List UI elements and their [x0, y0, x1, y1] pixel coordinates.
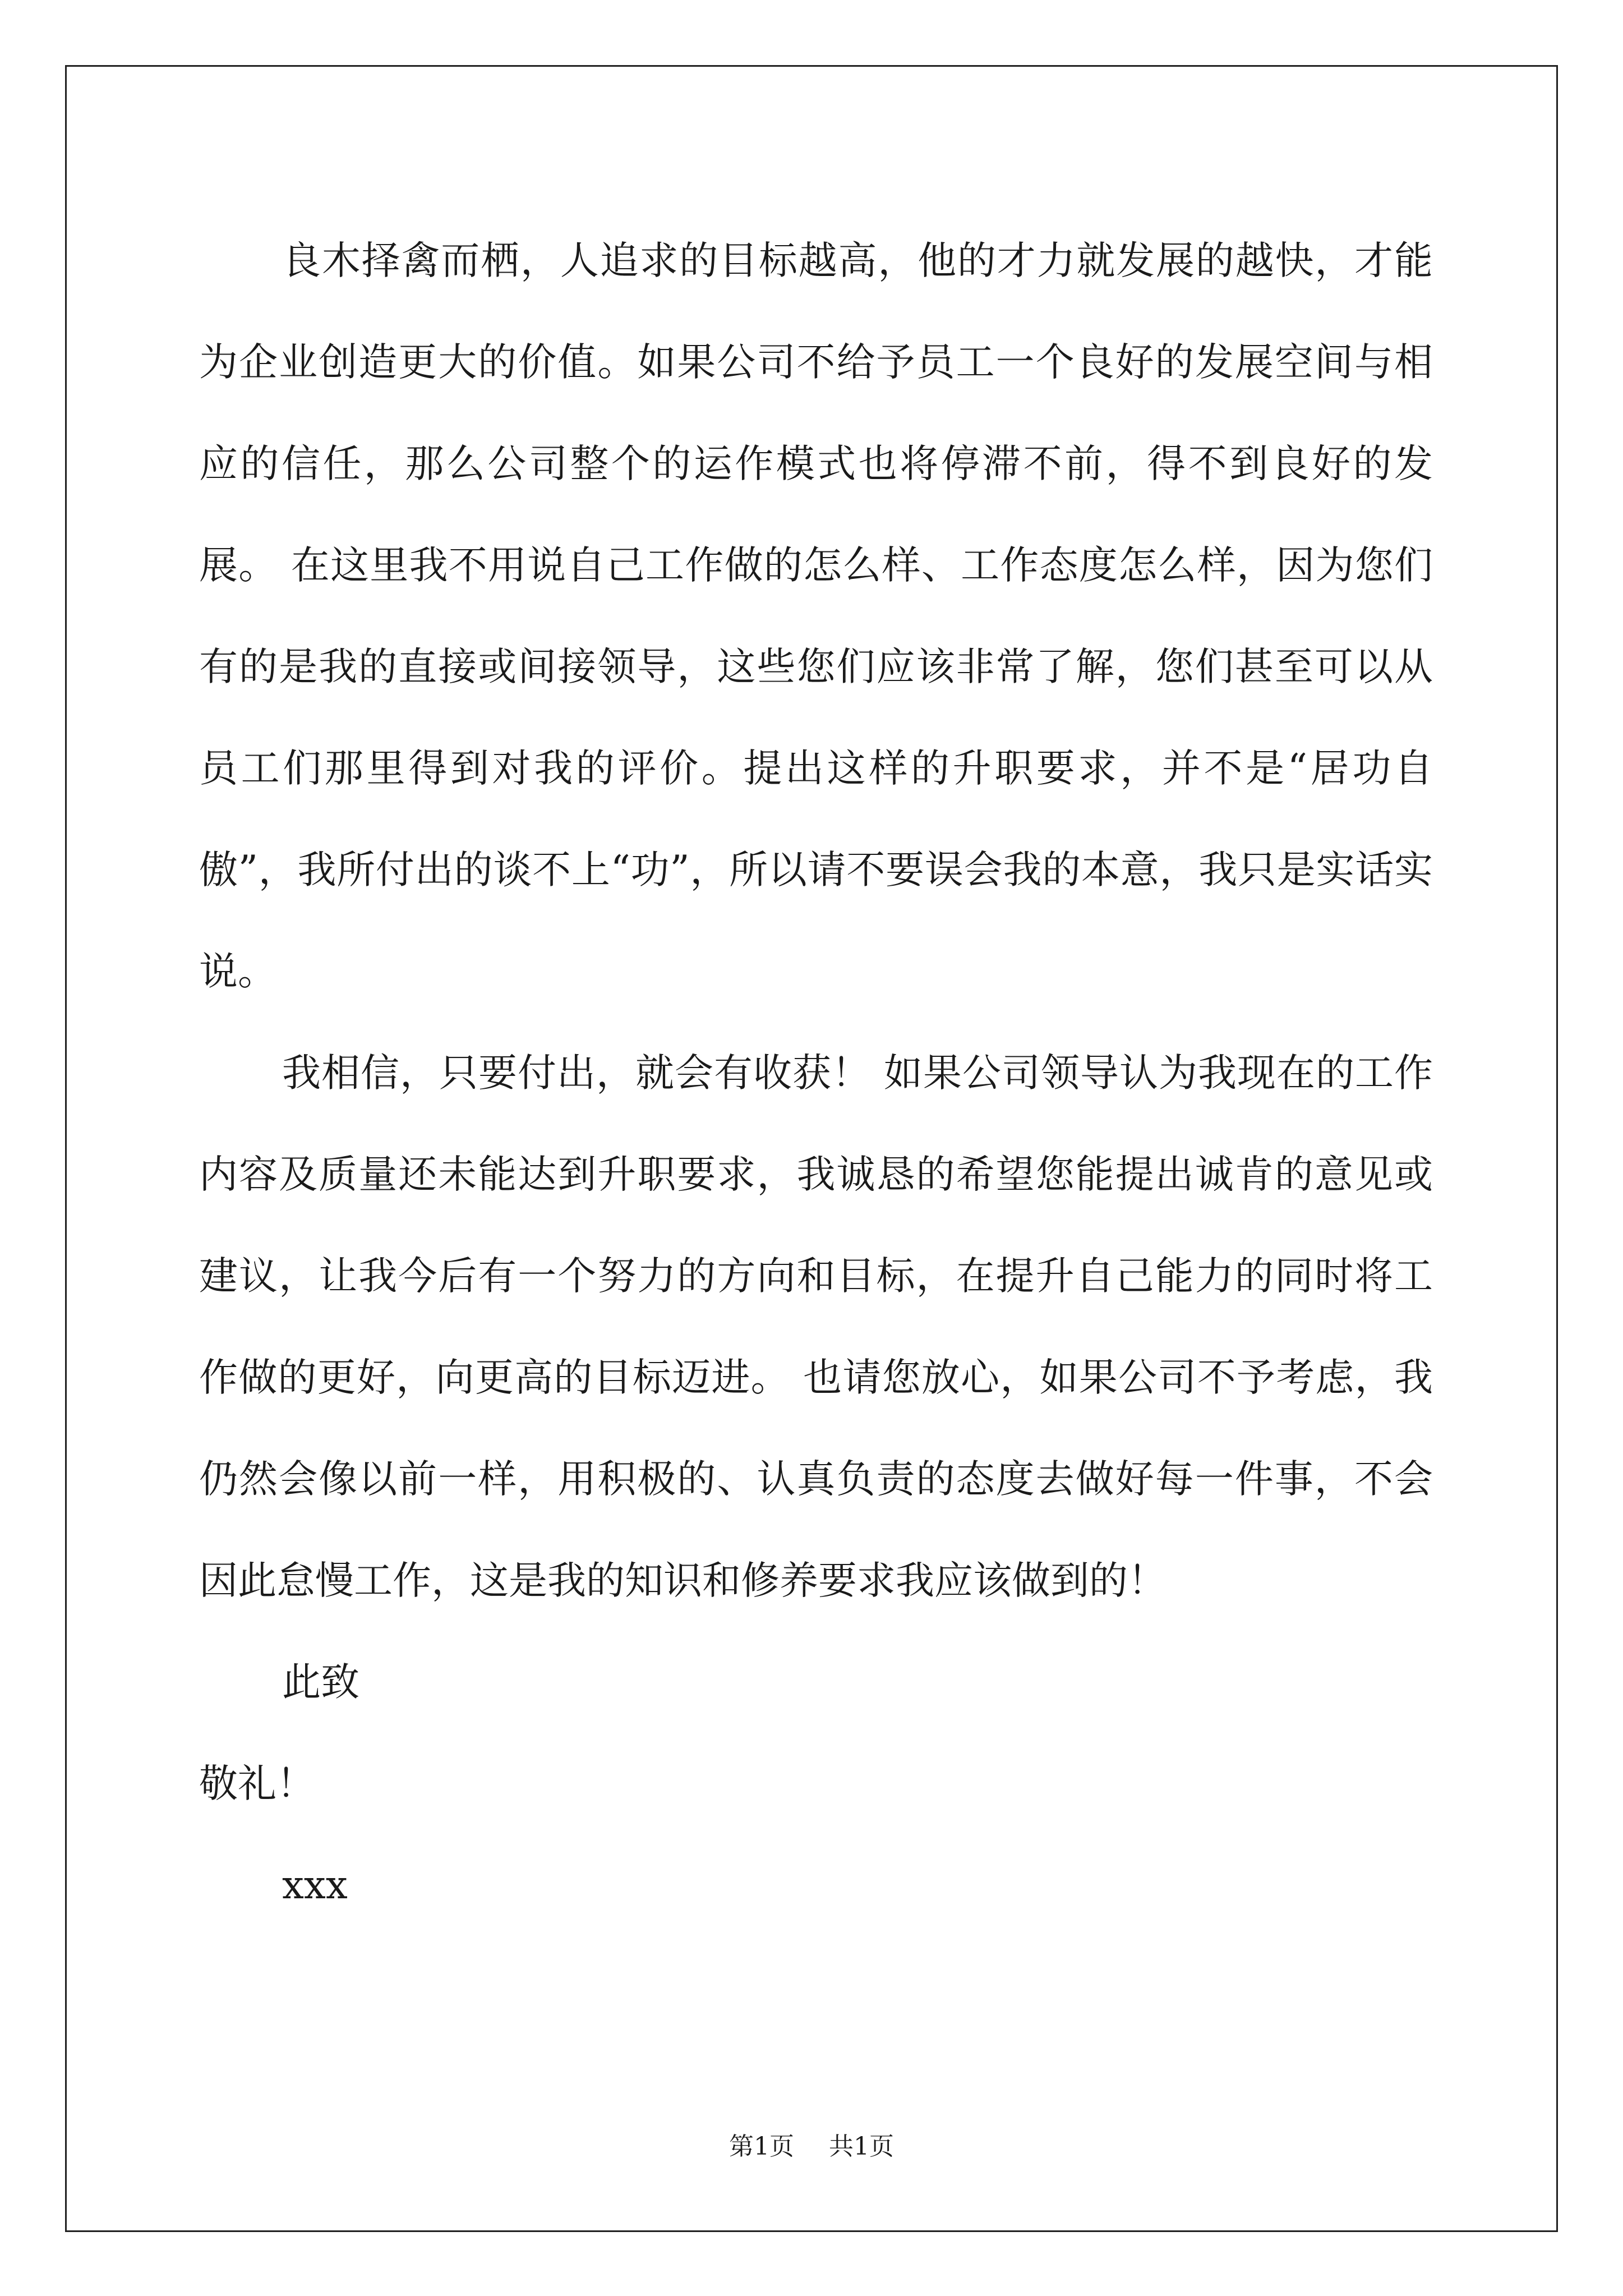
closing-line: 此致 [282, 1660, 359, 1705]
salutation: 敬礼！ [199, 1761, 315, 1806]
signature: xxx [282, 1863, 348, 1908]
letter-body [199, 210, 1433, 1936]
page-total: 共1页 [829, 2132, 894, 2161]
paragraph-2: 我相信，只要付出，就会有收获！ 如果公司领导认为我现在的工作内容及质量还未能达到升职要求，我诚恳的希望您能提出诚肯的意见或建议，让我今后有一个努力的方向和目标，在提升自己能力的同时将工作做的更好，向更高的目标迈进。 也请您放心，如果公司不予考虑，我仍然会像以前一样，用积极的、认真负责的态度去做好每一件事，不会因此怠慢工作，这是我的知识和修养要求我应该做到的！ [199, 1051, 1433, 1603]
page-number: 第1页 [729, 2132, 794, 2161]
paragraph-1: 良木择禽而栖，人追求的目标越高，他的才力就发展的越快，才能为企业创造更大的价值。如果公司不给予员工一个良好的发展空间与相应的信任，那么公司整个的运作模式也将停滞不前，得不到良好的发展。 在这里我不用说自己工作做的怎么样、工作态度怎么样，因为您们有的是我的直接或间接领导，这些您们应该非常了解，您们甚至可以从员工们那里得到对我的评价。提出这样的升职要求，并不是“居功自傲”，我所付出的谈不上“功”，所以请不要误会我的本意，我只是实话实说。 [199, 238, 1433, 994]
page-footer [0, 2126, 1623, 2162]
